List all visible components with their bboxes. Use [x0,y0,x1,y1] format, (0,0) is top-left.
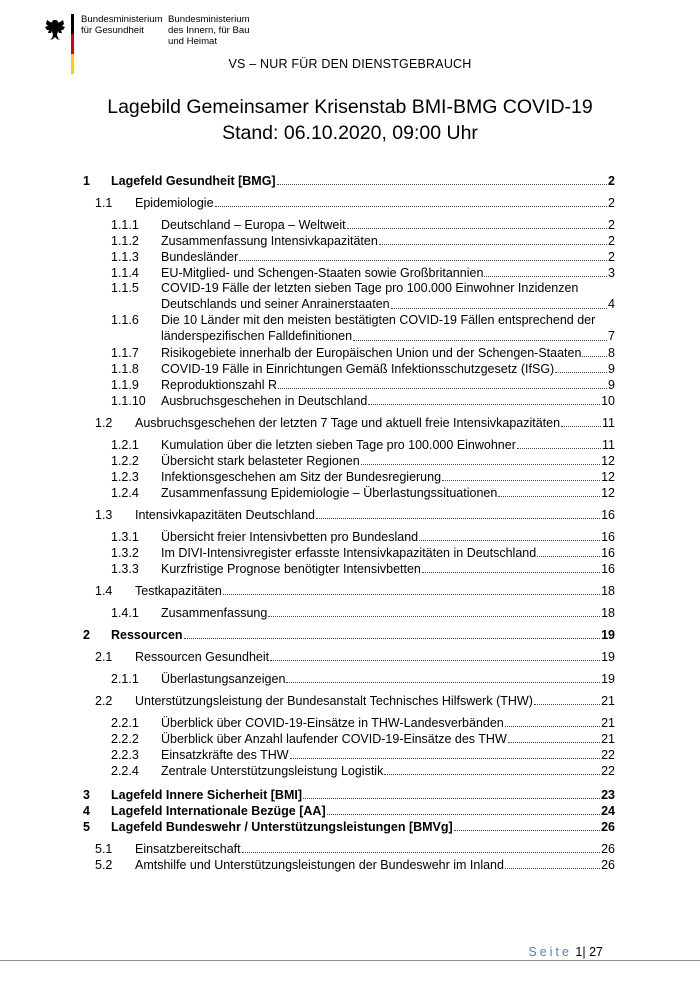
toc-entry[interactable]: 1.1.1 Deutschland – Europa – Weltweit 2 [111,218,615,232]
toc-entry[interactable]: 1.1.5 COVID-19 Fälle der letzten sieben Tage pro 100.000 Einwohner Inzidenzen Deutschlands und seiner Anrainerstaaten 4 [111,281,615,311]
toc-entry[interactable]: 1.1.3 Bundesländer 2 [111,250,615,264]
toc-entry[interactable]: 1.1.9 Reproduktionszahl R 9 [111,378,615,392]
toc-entry[interactable]: 1.1.10 Ausbruchsgeschehen in Deutschland 10 [111,394,615,408]
toc-entry[interactable]: 1.1 Epidemiologie 2 [95,196,615,210]
toc-entry[interactable]: 2.2.1 Überblick über COVID-19-Einsätze in THW-Landesverbänden 21 [111,716,615,730]
toc-entry[interactable]: 4 Lagefeld Internationale Bezüge [AA] 24 [83,804,615,818]
toc-entry[interactable]: 1.2.4 Zusammenfassung Epidemiologie – Überlastungssituationen 12 [111,486,615,500]
toc-entry[interactable]: 3 Lagefeld Innere Sicherheit [BMI] 23 [83,788,615,802]
toc-entry[interactable]: 1.2.2 Übersicht stark belasteter Regionen 12 [111,454,615,468]
toc-entry[interactable]: 1.1.4 EU-Mitglied- und Schengen-Staaten sowie Großbritannien 3 [111,266,615,280]
toc-entry[interactable]: 1.3.1 Übersicht freier Intensivbetten pro Bundesland 16 [111,530,615,544]
toc-entry[interactable]: 1 Lagefeld Gesundheit [BMG] 2 [83,174,615,188]
toc-entry[interactable]: 1.2.1 Kumulation über die letzten sieben Tage pro 100.000 Einwohner 11 [111,438,615,452]
total-pages: 27 [589,945,603,959]
toc-entry[interactable]: 5.1 Einsatzbereitschaft 26 [95,842,615,856]
page-label: Seite [528,945,572,959]
toc-entry[interactable]: 2.2 Unterstützungsleistung der Bundesanstalt Technisches Hilfswerk (THW) 21 [95,694,615,708]
footer-divider [0,960,700,961]
federal-eagle-icon [44,18,66,42]
toc-entry[interactable]: 1.2.3 Infektionsgeschehen am Sitz der Bundesregierung 12 [111,470,615,484]
toc-entry[interactable]: 2 Ressourcen 19 [83,628,615,642]
toc-entry[interactable]: 5.2 Amtshilfe und Unterstützungsleistungen der Bundeswehr im Inland 26 [95,858,615,872]
ministry-name-bmg: Bundesministerium für Gesundheit [81,14,163,36]
toc-entry[interactable]: 2.1.1 Überlastungsanzeigen 19 [111,672,615,686]
toc-entry[interactable]: 1.3 Intensivkapazitäten Deutschland 16 [95,508,615,522]
toc-entry[interactable]: 2.2.4 Zentrale Unterstützungsleistung Logistik 22 [111,764,615,778]
toc-entry[interactable]: 1.1.2 Zusammenfassung Intensivkapazitäten 2 [111,234,615,248]
document-title [0,94,700,146]
ministry-name-bmi: Bundesministerium des Innern, für Bau und Heimat [168,14,250,47]
table-of-contents [83,172,615,872]
toc-entry[interactable]: 5 Lagefeld Bundeswehr / Unterstützungsleistungen [BMVg] 26 [83,820,615,834]
toc-entry[interactable]: 1.4.1 Zusammenfassung 18 [111,606,615,620]
page-number [528,945,603,959]
toc-entry[interactable]: 2.1 Ressourcen Gesundheit 19 [95,650,615,664]
toc-entry[interactable]: 1.2 Ausbruchsgeschehen der letzten 7 Tage und aktuell freie Intensivkapazitäten 11 [95,416,615,430]
title-line-2: Stand: 06.10.2020, 09:00 Uhr [222,122,478,144]
toc-entry[interactable]: 1.1.7 Risikogebiete innerhalb der Europäischen Union und der Schengen-Staaten 8 [111,346,615,360]
title-line-1: Lagebild Gemeinsamer Krisenstab BMI-BMG COVID-19 [107,96,593,118]
toc-entry[interactable]: 1.4 Testkapazitäten 18 [95,584,615,598]
toc-entry[interactable]: 2.2.3 Einsatzkräfte des THW 22 [111,748,615,762]
toc-entry[interactable]: 1.1.8 COVID-19 Fälle in Einrichtungen Gemäß Infektionsschutzgesetz (IfSG) 9 [111,362,615,376]
toc-entry[interactable]: 2.2.2 Überblick über Anzahl laufender COVID-19-Einsätze des THW 21 [111,732,615,746]
toc-entry[interactable]: 1.1.6 Die 10 Länder mit den meisten bestätigten COVID-19 Fällen entsprechend der länderspezifischen Falldefinitionen 7 [111,313,615,343]
page-separator: | [582,945,586,959]
toc-entry[interactable]: 1.3.3 Kurzfristige Prognose benötigter Intensivbetten 16 [111,562,615,576]
classification-marking: VS – NUR FÜR DEN DIENSTGEBRAUCH [228,57,472,71]
toc-entry[interactable]: 1.3.2 Im DIVI-Intensivregister erfasste Intensivkapazitäten in Deutschland 16 [111,546,615,560]
current-page: 1 [575,945,583,959]
